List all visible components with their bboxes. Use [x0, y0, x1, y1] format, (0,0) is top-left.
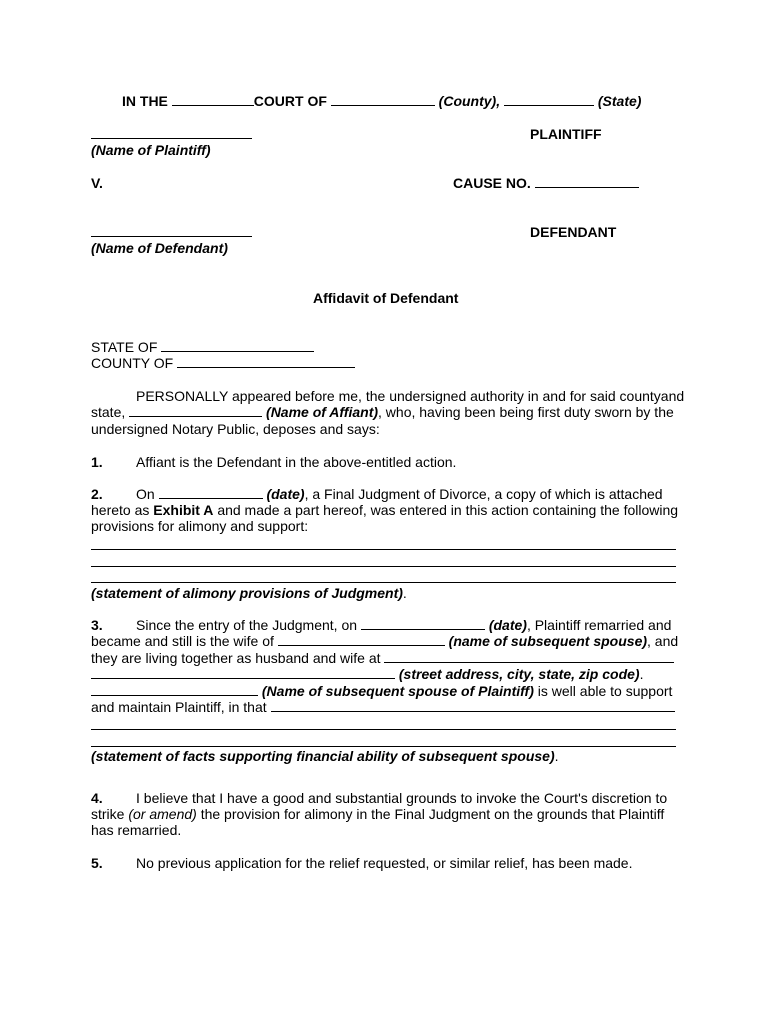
state-of-blank[interactable]	[161, 339, 314, 352]
name-of-plaintiff-label: (Name of Plaintiff)	[91, 142, 211, 158]
cause-no-label: CAUSE NO.	[453, 175, 531, 191]
paragraph-3-text-e: they are living together as husband and wife at	[91, 650, 381, 666]
subsequent-spouse-blank[interactable]	[278, 633, 445, 646]
subsequent-spouse-label: (name of subsequent spouse)	[448, 633, 648, 649]
alimony-line-3[interactable]	[91, 582, 676, 583]
intro-line-2-rest: , who, having been being first duty sworn by the	[378, 404, 674, 420]
hereto-as-text: hereto as	[91, 502, 150, 518]
paragraph-1-number: 1.	[91, 454, 103, 470]
paragraph-5-number: 5.	[91, 855, 103, 871]
ability-statement-label: (statement of facts supporting financial ability of subsequent spouse)	[91, 748, 555, 764]
paragraph-3-text-f: .	[639, 666, 644, 682]
alimony-statement-period: .	[402, 585, 407, 601]
alimony-statement-caption	[91, 585, 407, 601]
paragraph-3-line-6	[91, 699, 675, 715]
paragraph-4-text-a: I believe that I have a good and substantial grounds to invoke the Court's discretion to	[136, 790, 668, 806]
ability-line-3[interactable]	[91, 746, 676, 747]
judgment-date-blank[interactable]	[159, 486, 263, 499]
county-of-line	[91, 355, 355, 371]
intro-state-text: state,	[91, 404, 126, 420]
defendant-label: DEFENDANT	[530, 224, 617, 240]
paragraph-4-strike: strike	[91, 806, 125, 822]
paragraph-1-text: Affiant is the Defendant in the above-entitled action.	[136, 454, 457, 470]
paragraph-2-number: 2.	[91, 486, 103, 502]
paragraph-5	[91, 855, 632, 871]
paragraph-3-line-3	[91, 650, 674, 666]
paragraph-5-text: No previous application for the relief requested, or similar relief, has been made.	[136, 855, 633, 871]
name-of-defendant-label: (Name of Defendant)	[91, 240, 228, 256]
residence-blank-1[interactable]	[384, 650, 674, 663]
paragraph-3-line-5	[91, 683, 672, 699]
alimony-statement-label: (statement of alimony provisions of Judgment)	[91, 585, 403, 601]
judgment-date-label: (date)	[266, 486, 305, 502]
spouse-of-plaintiff-blank[interactable]	[91, 683, 258, 696]
or-amend-label: (or amend)	[128, 806, 197, 822]
paragraph-2-line-3: provisions for alimony and support:	[91, 518, 309, 534]
state-of-label: STATE OF	[91, 339, 158, 355]
state-blank[interactable]	[504, 93, 594, 106]
remarriage-date-blank[interactable]	[361, 617, 485, 630]
intro-line-2	[91, 404, 674, 420]
paragraph-3-text-a: Since the entry of the Judgment, on	[136, 617, 358, 633]
paragraph-3-text-c: became and still is the wife of	[91, 633, 274, 649]
in-the-label: IN THE	[122, 93, 168, 109]
paragraph-2-line-2-rest: and made a part hereof, was entered in this action containing the following	[217, 502, 679, 518]
county-of-blank[interactable]	[177, 355, 355, 368]
county-of-label: COUNTY OF	[91, 355, 174, 371]
paragraph-2-rest: , a Final Judgment of Divorce, a copy of which is attached	[304, 486, 663, 502]
ability-statement-period: .	[554, 748, 559, 764]
intro-line-1: PERSONALLY appeared before me, the undersigned authority in and for said countyand	[136, 388, 685, 404]
paragraph-3-line-2	[91, 633, 678, 649]
paragraph-3-line-1	[91, 617, 671, 633]
paragraph-3-number: 3.	[91, 617, 103, 633]
court-of-label: COURT OF	[253, 93, 327, 109]
cause-no-blank[interactable]	[535, 175, 639, 188]
paragraph-2-line-1	[91, 486, 663, 502]
paragraph-3-text-g: is well able to support	[537, 683, 673, 699]
address-label: (street address, city, state, zip code)	[398, 666, 640, 682]
intro-line-3: undersigned Notary Public, deposes and says:	[91, 421, 380, 437]
alimony-line-1[interactable]	[91, 549, 676, 550]
paragraph-4-line-1	[91, 790, 667, 806]
spouse-of-plaintiff-label: (Name of subsequent spouse of Plaintiff)	[261, 683, 534, 699]
paragraph-4-number: 4.	[91, 790, 103, 806]
name-of-affiant-label: (Name of Affiant)	[266, 404, 379, 420]
plaintiff-label: PLAINTIFF	[530, 126, 602, 142]
exhibit-a-label: Exhibit A	[153, 502, 214, 518]
versus-label: V.	[91, 175, 103, 191]
alimony-line-2[interactable]	[91, 566, 676, 567]
paragraph-2-line-2	[91, 502, 678, 518]
caption-court-line	[122, 93, 641, 109]
cause-no-line	[453, 175, 639, 191]
paragraph-3-text-h: and maintain Plaintiff, in that	[91, 699, 267, 715]
document-title: Affidavit of Defendant	[313, 290, 459, 306]
paragraph-4-line-2	[91, 806, 664, 822]
ability-line-2[interactable]	[91, 729, 676, 730]
court-of-blank[interactable]	[331, 93, 435, 106]
plaintiff-name-line[interactable]	[91, 138, 252, 139]
paragraph-4-text-c: the provision for alimony in the Final Judgment on the grounds that Plaintiff	[200, 806, 665, 822]
affiant-name-blank[interactable]	[129, 404, 262, 417]
county-label: (County),	[438, 93, 501, 109]
paragraph-3-line-4	[91, 666, 643, 682]
remarriage-date-label: (date)	[488, 617, 527, 633]
paragraph-4-line-3: has remarried.	[91, 822, 182, 838]
state-of-line	[91, 339, 314, 355]
court-name-blank[interactable]	[172, 93, 254, 106]
paragraph-3-text-d: , and	[647, 633, 679, 649]
defendant-name-line[interactable]	[91, 236, 252, 237]
ability-statement-caption	[91, 748, 559, 764]
paragraph-2-on: On	[136, 486, 155, 502]
paragraph-3-text-b: , Plaintiff remarried and	[526, 617, 672, 633]
residence-blank-2[interactable]	[91, 666, 395, 679]
ability-blank-1[interactable]	[271, 699, 675, 712]
state-label: (State)	[597, 93, 642, 109]
paragraph-1	[91, 454, 456, 470]
